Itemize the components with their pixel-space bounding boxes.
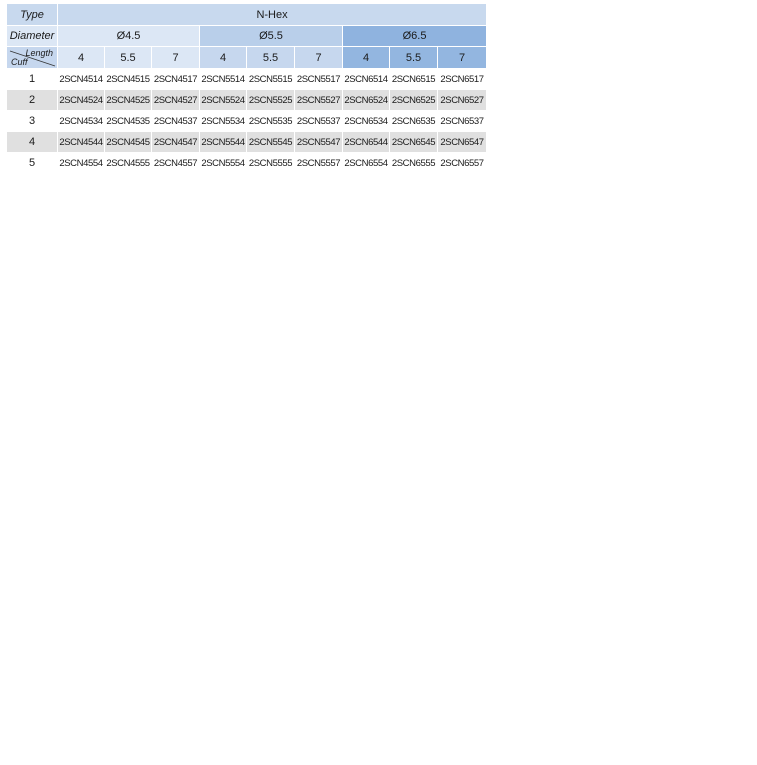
product-code-cell: 2SCN5544	[200, 132, 247, 153]
product-code-cell: 2SCN4545	[105, 132, 152, 153]
product-code-cell: 2SCN5545	[247, 132, 295, 153]
product-code-cell: 2SCN5534	[200, 111, 247, 132]
length-header: 7	[438, 47, 486, 69]
length-header: 5.5	[390, 47, 438, 69]
product-code-cell: 2SCN6545	[390, 132, 438, 153]
type-value: N-Hex	[58, 4, 486, 26]
table-row	[7, 153, 486, 174]
table-row	[7, 132, 486, 153]
product-code-cell: 2SCN4525	[105, 90, 152, 111]
product-code-cell: 2SCN4535	[105, 111, 152, 132]
product-code-cell: 2SCN5524	[200, 90, 247, 111]
product-code-cell: 2SCN5537	[295, 111, 343, 132]
product-code-cell: 2SCN6534	[343, 111, 390, 132]
length-header: 5.5	[247, 47, 295, 69]
product-code-cell: 2SCN5514	[200, 69, 247, 90]
product-code-cell: 2SCN6537	[438, 111, 486, 132]
product-code-cell: 2SCN4534	[58, 111, 105, 132]
product-code-cell: 2SCN6525	[390, 90, 438, 111]
cuff-label: Cuff	[11, 57, 28, 67]
diameter-header: Ø6.5	[343, 26, 486, 47]
cuff-number: 3	[7, 111, 58, 132]
length-header: 5.5	[105, 47, 152, 69]
length-header: 7	[152, 47, 200, 69]
product-code-cell: 2SCN6554	[343, 153, 390, 174]
diameter-row	[7, 26, 486, 47]
table-row	[7, 111, 486, 132]
product-code-cell: 2SCN4514	[58, 69, 105, 90]
product-code-cell: 2SCN6517	[438, 69, 486, 90]
table-row	[7, 69, 486, 90]
product-code-cell: 2SCN4557	[152, 153, 200, 174]
length-header: 4	[58, 47, 105, 69]
product-code-cell: 2SCN6535	[390, 111, 438, 132]
cuff-number: 4	[7, 132, 58, 153]
length-header: 4	[343, 47, 390, 69]
product-code-cell: 2SCN4544	[58, 132, 105, 153]
product-code-cell: 2SCN6527	[438, 90, 486, 111]
diameter-label: Diameter	[7, 26, 58, 47]
product-code-cell: 2SCN4517	[152, 69, 200, 90]
length-header: 4	[200, 47, 247, 69]
product-code-cell: 2SCN5535	[247, 111, 295, 132]
product-code-cell: 2SCN5557	[295, 153, 343, 174]
product-code-cell: 2SCN5547	[295, 132, 343, 153]
length-label: Length	[25, 48, 53, 58]
length-row	[7, 47, 486, 69]
product-code-cell: 2SCN4515	[105, 69, 152, 90]
cuff-number: 1	[7, 69, 58, 90]
product-code-cell: 2SCN4527	[152, 90, 200, 111]
product-code-cell: 2SCN6544	[343, 132, 390, 153]
cuff-number: 2	[7, 90, 58, 111]
product-code-cell: 2SCN6547	[438, 132, 486, 153]
product-code-cell: 2SCN5555	[247, 153, 295, 174]
length-header: 7	[295, 47, 343, 69]
type-row	[7, 4, 486, 26]
product-code-cell: 2SCN6557	[438, 153, 486, 174]
diameter-header: Ø5.5	[200, 26, 343, 47]
product-code-cell: 2SCN4555	[105, 153, 152, 174]
product-code-table	[7, 4, 486, 174]
product-code-cell: 2SCN4554	[58, 153, 105, 174]
type-label: Type	[7, 4, 58, 26]
product-code-cell: 2SCN4547	[152, 132, 200, 153]
product-code-cell: 2SCN6524	[343, 90, 390, 111]
product-code-cell: 2SCN6555	[390, 153, 438, 174]
product-code-cell: 2SCN5525	[247, 90, 295, 111]
product-code-cell: 2SCN6515	[390, 69, 438, 90]
table-row	[7, 90, 486, 111]
length-cuff-corner	[7, 47, 58, 69]
product-code-cell: 2SCN5527	[295, 90, 343, 111]
diameter-header: Ø4.5	[58, 26, 200, 47]
cuff-number: 5	[7, 153, 58, 174]
product-code-cell: 2SCN4524	[58, 90, 105, 111]
product-code-cell: 2SCN5515	[247, 69, 295, 90]
product-code-cell: 2SCN6514	[343, 69, 390, 90]
product-code-cell: 2SCN5517	[295, 69, 343, 90]
product-code-cell: 2SCN4537	[152, 111, 200, 132]
product-code-cell: 2SCN5554	[200, 153, 247, 174]
